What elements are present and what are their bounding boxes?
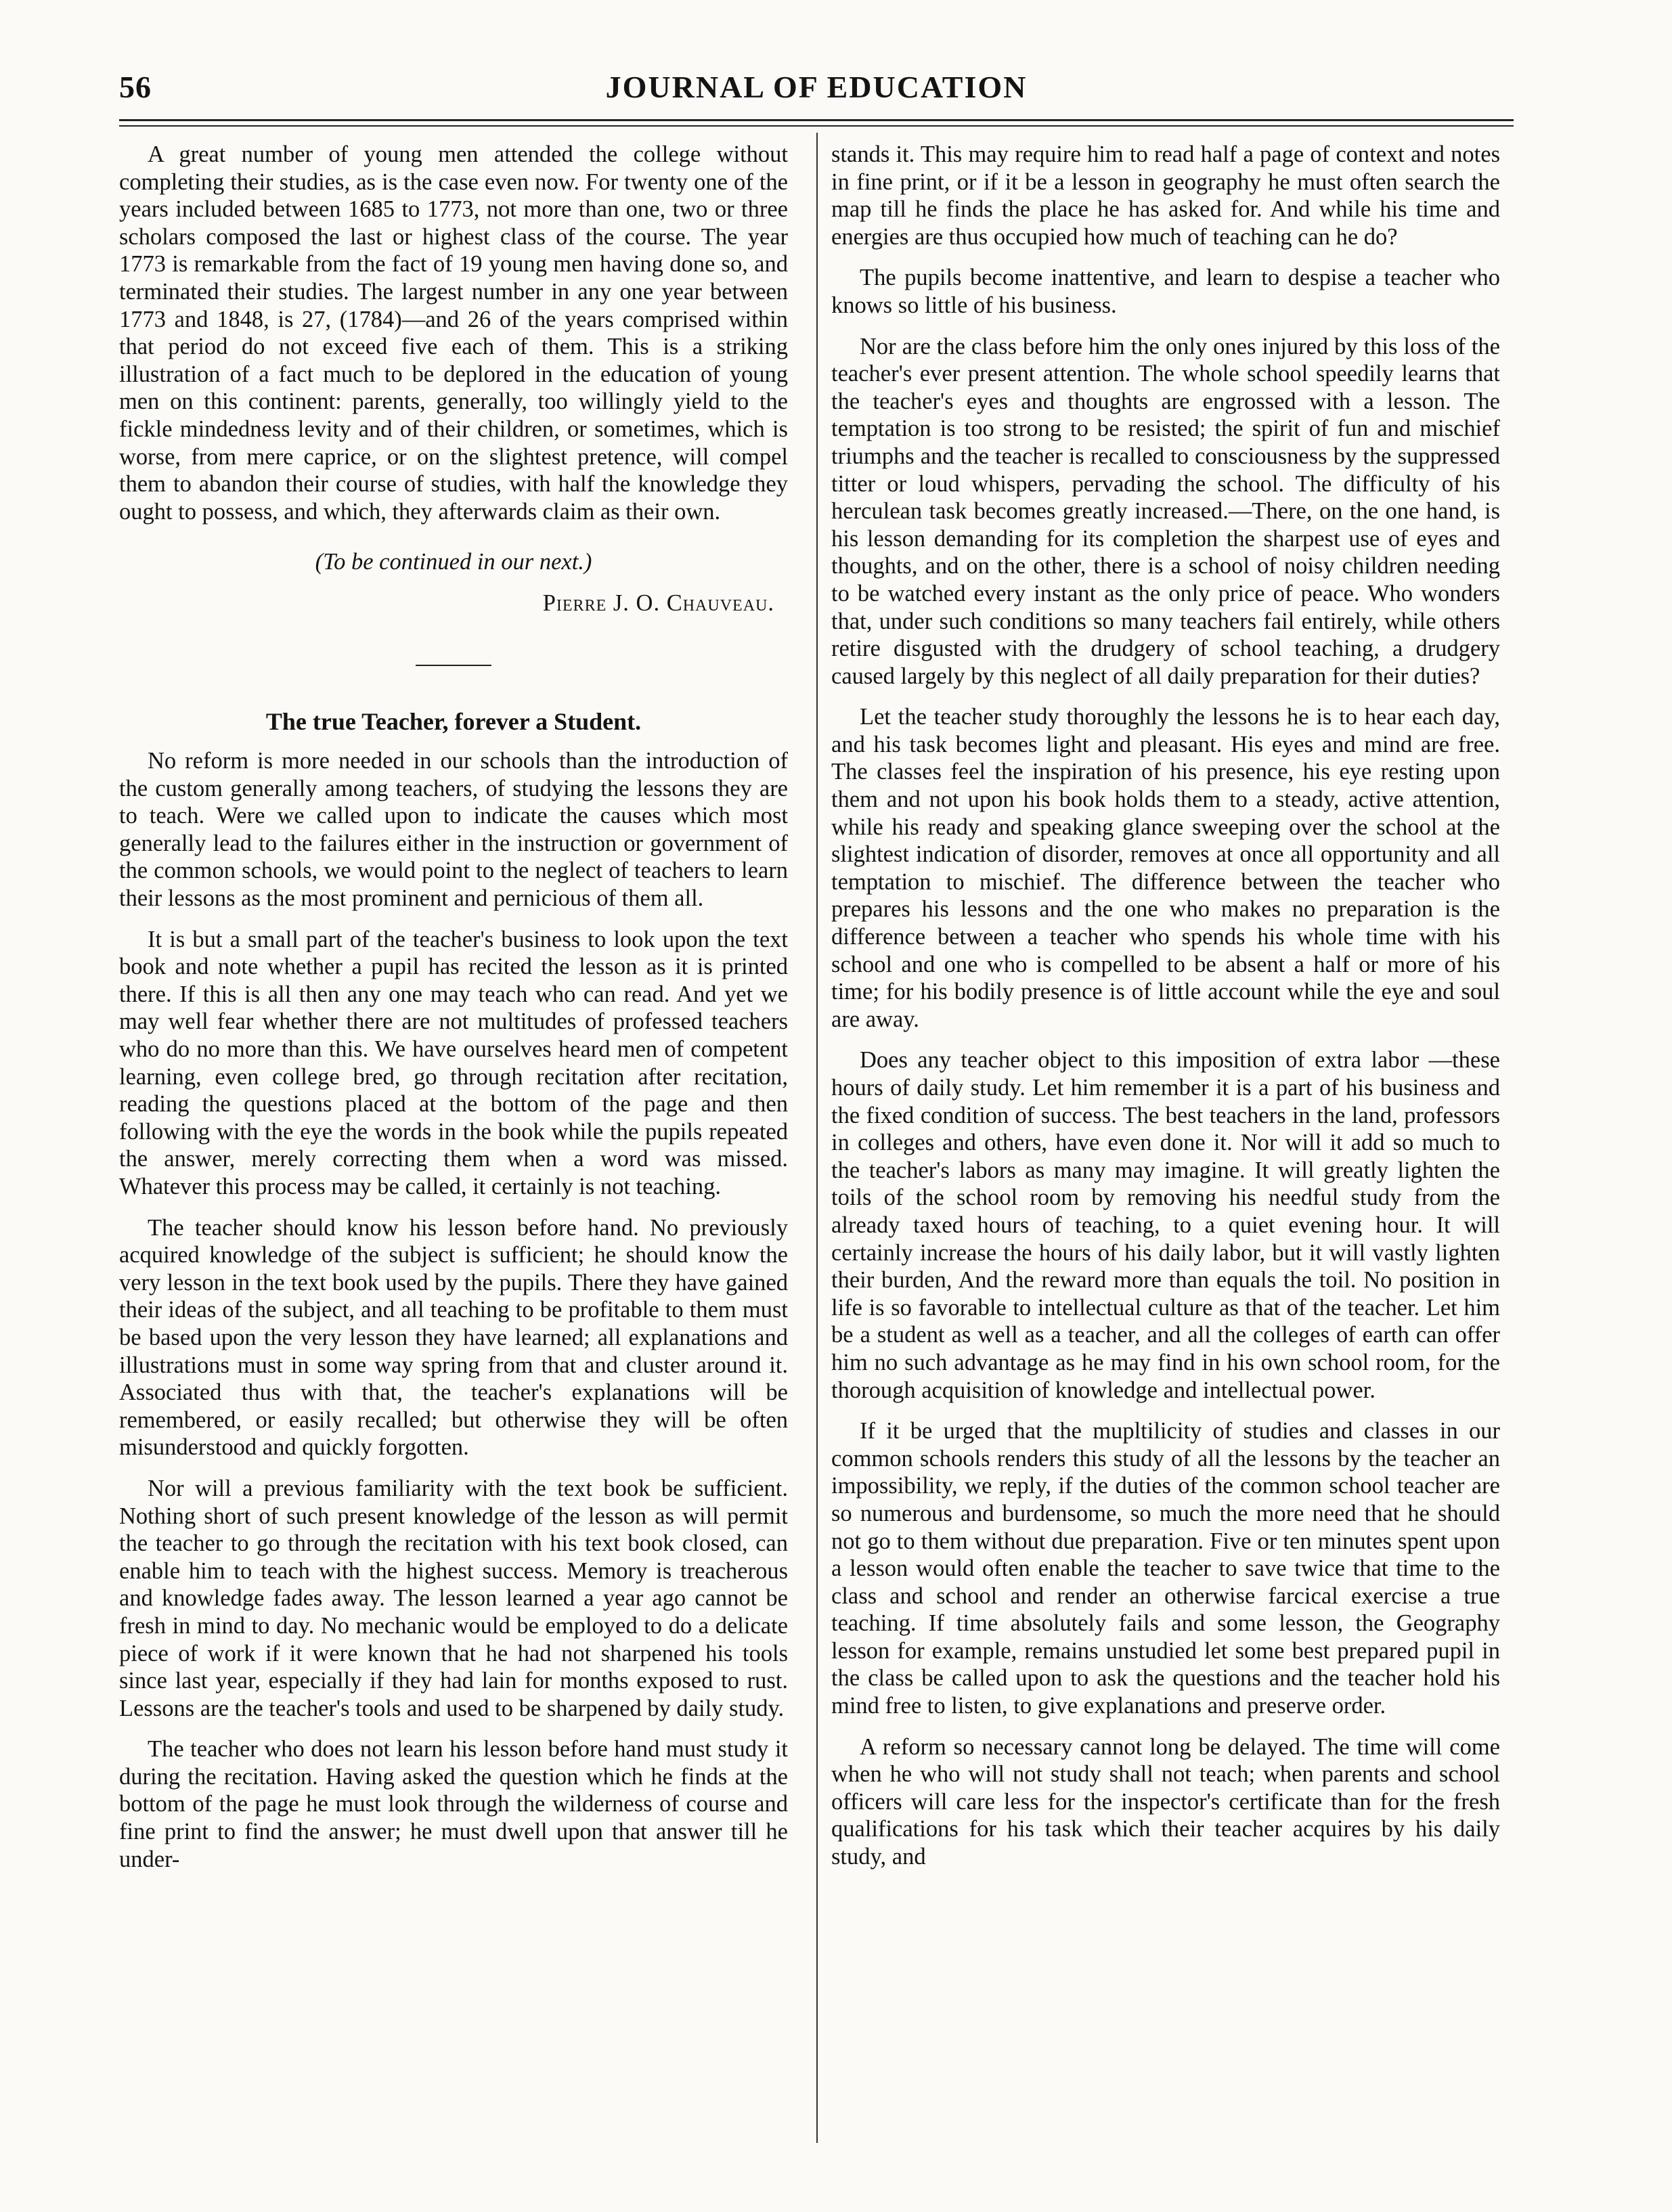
journal-title: JOURNAL OF EDUCATION	[605, 70, 1028, 104]
header-rule	[119, 119, 1514, 127]
article-paragraph: The pupils become inattentive, and learn to despise a teacher who knows so little of his business.	[831, 265, 1500, 318]
article-paragraph: Nor will a previous familiarity with the text book be sufficient. Nothing short of such present knowledge of the lesson as will permit the teacher to go through the recitation with his text book closed, can enable him to teach with the highest success. Memory is treacherous and knowledge fades away. The lesson learned a year ago cannot be fresh in mind to day. No mechanic would be employed to do a delicate piece of work if it were known that he had not sharpened his tools since last year, especially if they had lain for months exposed to rust. Lessons are the teacher's tools and used to be sharpened by daily study.	[119, 1475, 788, 1721]
article-paragraph: If it be urged that the mupltilicity of studies and classes in our common schools renders this study of all the lessons by the teacher an impossibility, we reply, if the duties of the common school teacher are so numerous and burdensome, so much the more need that he should not go to them without due preparation. Five or ten minutes spent upon a lesson would often enable the teacher to save twice that time to the class and school and render an otherwise farcical exercise a true teaching. If time absolutely fails and some lesson, the Geography lesson for example, remains unstudied let some best prepared pupil in the class be called upon to ask the questions and the teacher hold his mind free to listen, to give explanations and preserve order.	[831, 1418, 1500, 1719]
article-paragraph: It is but a small part of the teacher's business to look upon the text book and note whether a pupil has recited the lesson as it is printed there. If this is all then any one may teach who can read. And yet we may well fear whether there are not multitudes of professed teachers who do no more than this. We have ourselves heard men of competent learning, even college bred, go through recitation after recitation, reading the questions placed at the bottom of the page and then following with the eye the words in the book while the pupils repeated the answer, merely correcting them when a word was missed. Whatever this process may be called, it certainly is not teaching.	[119, 926, 788, 1199]
continuation-note: (To be continued in our next.)	[315, 549, 592, 575]
article-paragraph: No reform is more needed in our schools than the introduction of the custom generally among teachers, of studying the lessons they are to teach. Were we called upon to indicate the causes which most generally lead to the failures either in the instruction or government of the common schools, we would point to the neglect of teachers to learn their lessons as the most prominent and pernicious of them all.	[119, 748, 788, 912]
page-number: 56	[119, 70, 152, 104]
article-paragraph: Let the teacher study thoroughly the lessons he is to hear each day, and his task becomes light and pleasant. His eyes and mind are free. The classes feel the inspiration of his presence, his eye resting upon them and not upon his book holds them to a steady, active attention, while his ready and speaking glance sweeping over the school at the slightest indication of disorder, removes at once all opportunity and all temptation to mischief. The difference between the teacher who prepares his lessons and the one who makes no preparation is the difference between a teacher who spends his whole time with his school and one who is compelled to be absent a half or more of his time; for his bodily presence is of little account while the eye and soul are away.	[831, 704, 1500, 1032]
section-divider	[416, 665, 491, 666]
intro-paragraph: A great number of young men attended the college without completing their studies, as is the case even now. For twenty one of the years included between 1685 to 1773, not more than one, two or three scholars composed the last or highest class of the course. The year 1773 is remarkable from the fact of 19 young men having done so, and terminated their studies. The largest number in any one year between 1773 and 1848, is 27, (1784)—and 26 of the years comprised within that period do not exceed five each of them. This is a striking illustration of a fact much to be deplored in the education of young men on this continent: parents, generally, too willingly yield to the fickle mindedness levity and of their children, or sometimes, which is worse, from mere caprice, or on the slightest pretence, will compel them to abandon their course of studies, with half the knowledge they ought to possess, and which, they afterwards claim as their own.	[119, 141, 788, 525]
article-paragraph: The teacher should know his lesson before hand. No previously acquired knowledge of the subject is sufficient; he should know the very lesson in the text book used by the pupils. There they have gained their ideas of the subject, and all teaching to be profitable to them must be based upon the very lesson they have learned; all explanations and illustrations must in some way spring from that and cluster around it. Associated thus with that, the teacher's explanations will be remembered, or easily recalled; but otherwise they will be often misunderstood and quickly forgotten.	[119, 1214, 788, 1461]
article-paragraph: Does any teacher object to this imposition of extra labor —these hours of daily study. Let him remember it is a part of his business and the fixed condition of success. The best teachers in the land, professors in colleges and others, have even done it. Nor will it add so much to the teacher's labors as many may imagine. It will greatly lighten the toils of the school room by removing his needful study from the already taxed hours of teaching, to a quiet evening hour. It will certainly increase the hours of his daily labor, but it will vastly lighten their burden, And the reward more than equals the toil. No position in life is so favorable to intellectual culture as that of the teacher. Let him be a student as well as a teacher, and all the colleges of earth can offer him no such advantage as he may find in his own school room, for the thorough acquisition of knowledge and intellectual power.	[831, 1047, 1500, 1403]
article-title: The true Teacher, forever a Student.	[265, 707, 642, 735]
article-paragraph: A reform so necessary cannot long be delayed. The time will come when he who will not study shall not teach; when parents and school officers will care less for the inspector's certificate than for the fresh qualifications for his task which their teacher acquires by his daily study, and	[831, 1733, 1500, 1870]
left-column	[119, 141, 788, 1873]
article-paragraph: The teacher who does not learn his lesson before hand must study it during the recitation. Having asked the question which he finds at the bottom of the page he must look through the wilderness of course and fine print to find the answer; he must dwell upon that answer till he under-	[119, 1736, 788, 1872]
right-column	[831, 141, 1500, 1871]
article-paragraph: stands it. This may require him to read half a page of context and notes in fine print, or if it be a lesson in geography he must often search the map till he finds the place he has asked for. And while his time and energies are thus occupied how much of teaching can he do?	[831, 141, 1500, 250]
author-signature: Pierre J. O. Chauveau.	[542, 590, 774, 616]
article-paragraph: Nor are the class before him the only ones injured by this loss of the teacher's ever present attention. The whole school speedily learns that the teacher's eyes and thoughts are engrossed with a lesson. The temptation is too strong to be resisted; the spirit of fun and mischief triumphs and the teacher is recalled to consciousness by the suppressed titter or loud whispers, pervading the school. The difficulty of his herculean task becomes greatly increased.—There, on the one hand, is his lesson demanding for its completion the sharpest use of eyes and thoughts, and on the other, there is a school of noisy children needing to be watched every instant as the only price of peace. Who wonders that, under such conditions so many teachers fail entirely, while others retire disgusted with the drudgery of school teaching, a drudgery caused largely by this neglect of all daily preparation for their duties?	[831, 333, 1500, 689]
column-divider	[816, 133, 818, 2143]
page-header	[119, 64, 1514, 111]
